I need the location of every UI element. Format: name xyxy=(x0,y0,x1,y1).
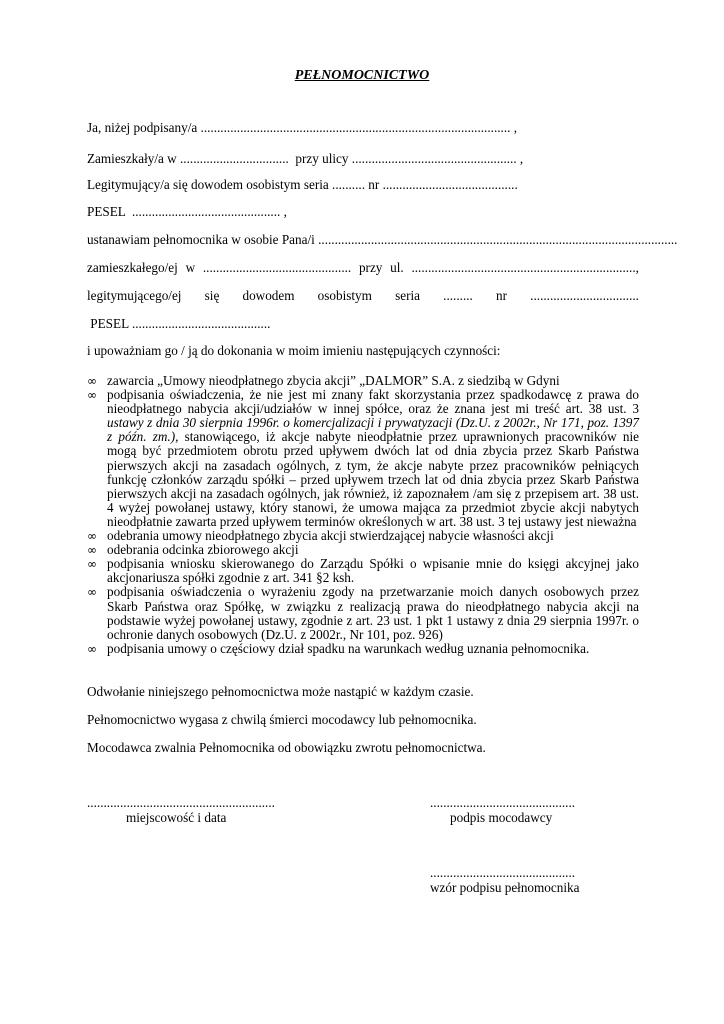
list-item xyxy=(87,388,639,529)
principal-address-line: Zamieszkały/a w ................................. przy ulicy .................................................. , xyxy=(87,151,524,166)
attorney-id-w6: nr xyxy=(496,288,507,303)
place-date-signature-line: ......................................................... xyxy=(87,795,275,810)
principal-id-line: Legitymujący/a się dowodem osobistym seria .......... nr ......................................... xyxy=(87,177,518,192)
attorney-id-w0: legitymującego/ej xyxy=(87,288,182,303)
principal-signature-label: podpis mocodawcy xyxy=(450,810,553,825)
list-item-text: podpisania oświadczenia, że nie jest mi znany fakt skorzystania przez spadkodawcę z prawa do nieodpłatnego nabycia akcji/udziałów w innej spółce, oraz że znana jest mi treść art. 38 ust. 3 xyxy=(107,387,639,417)
attorney-address-w0: zamieszkałego/ej xyxy=(87,260,178,275)
list-item xyxy=(87,585,639,641)
list-item-text-cont: stanowiącego, iż akcje nabyte nieodpłatnie przez uprawnionych pracowników nie mogą być przedmiotem obrotu przed upływem dwóch lat od dnia zbycia przez Skarb Państwa pierwszych akcji na zasadach ogólnych, z tym, że akcje nabyte przez pracowników pełniących funkcję członków zarządu spółki – przed upływem trzech lat od dnia zbycia przez Skarb Państwa pierwszych akcji na zasadach ogólnych, jak również, iż zapoznałem /am się z przepisem art. 38 ust. 4 wyżej powołanej ustawy, który stanowi, że umowa mająca za przedmiot zbycie akcji nabytych nieodpłatnie zawarta przed upływem terminów określonych w art. 38 ust. 3 tej ustawy jest nieważna xyxy=(107,429,639,529)
expiry-clause: Pełnomocnictwo wygasa z chwilą śmierci mocodawcy lub pełnomocnika. xyxy=(87,712,477,727)
principal-name-line: Ja, niżej podpisany/a .............................................................................................. , xyxy=(87,120,518,135)
list-item xyxy=(87,642,639,656)
infinity-bullet-icon: ∞ xyxy=(87,585,97,600)
attorney-address-line xyxy=(87,260,639,276)
list-item-text: odebrania odcinka zbiorowego akcji xyxy=(107,542,299,558)
principal-pesel-line: PESEL ............................................. , xyxy=(87,204,287,219)
list-item-text: odebrania umowy nieodpłatnego zbycia akcji stwierdzającej nabycie własności akcji xyxy=(107,528,554,544)
list-item-text: zawarcia „Umowy nieodpłatnego zbycia akcji” „DALMOR” S.A. z siedzibą w Gdyni xyxy=(107,373,560,388)
authorized-actions-list xyxy=(87,374,639,656)
infinity-bullet-icon: ∞ xyxy=(87,374,97,388)
attorney-address-w4: ul. xyxy=(390,260,404,275)
place-date-label: miejscowość i data xyxy=(126,810,227,825)
revocation-clause: Odwołanie niniejszego pełnomocnictwa może nastąpić w każdym czasie. xyxy=(87,684,474,699)
list-item-text: podpisania umowy o częściowy dział spadku na warunkach według uznania pełnomocnika. xyxy=(107,640,590,656)
attorney-address-w1: w xyxy=(185,260,196,275)
list-item xyxy=(87,557,639,585)
attorney-signature-label: wzór podpisu pełnomocnika xyxy=(430,880,580,895)
document-title: PEŁNOMOCNICTWO xyxy=(294,68,430,83)
list-item xyxy=(87,543,639,557)
list-item xyxy=(87,529,639,543)
release-clause: Mocodawca zwalnia Pełnomocnika od obowiązku zwrotu pełnomocnictwa. xyxy=(87,740,486,755)
infinity-bullet-icon: ∞ xyxy=(87,388,97,403)
attorney-signature-line: ............................................ xyxy=(430,865,576,880)
attorney-id-w2: dowodem xyxy=(242,288,295,303)
infinity-bullet-icon: ∞ xyxy=(87,543,97,558)
list-item-text: podpisania oświadczenia o wyrażeniu zgody na przetwarzanie moich danych osobowych przez Skarb Państwa oraz Spółkę, w związku z realizacją prawa do nieodpłatnego nabycia akcji na podstawie wyżej powołanej ustawy, zgodnie z art. 23 ust. 1 pkt 1 ustawy z dnia 29 sierpnia 1997r. o ochronie danych osobowych (Dz.U. z 2002r., Nr 101, poz. 926) xyxy=(107,584,639,642)
attorney-address-w3: przy xyxy=(358,260,383,275)
infinity-bullet-icon: ∞ xyxy=(87,641,97,656)
attorney-name-line: ustanawiam pełnomocnika w osobie Pana/i ............................................................................................................. xyxy=(87,232,678,247)
principal-signature-line: ............................................ xyxy=(430,795,576,810)
attorney-id-w3: osobistym xyxy=(317,288,372,303)
infinity-bullet-icon: ∞ xyxy=(87,557,97,572)
list-item-citation: ustawy z dnia 30 sierpnia 1996r. o komercjalizacji i prywatyzacji (Dz.U. z 2002r., Nr 171, poz. 1397 z późn. zm.), xyxy=(107,415,639,445)
attorney-address-w5: ...................................................................., xyxy=(411,260,639,275)
attorney-address-w2: ............................................. xyxy=(202,260,352,275)
list-item xyxy=(87,374,639,388)
attorney-id-line xyxy=(87,288,639,304)
attorney-pesel-line: PESEL .......................................... xyxy=(87,316,271,331)
attorney-id-w7: ................................. xyxy=(530,288,639,303)
infinity-bullet-icon: ∞ xyxy=(87,529,97,544)
attorney-id-w5: ......... xyxy=(443,288,473,303)
attorney-id-w1: się xyxy=(204,288,220,303)
list-item-text: podpisania wniosku skierowanego do Zarządu Spółki o wpisanie mnie do księgi akcyjnej jako akcjonariusza spółki zgodnie z art. 341 §2 ksh. xyxy=(107,556,639,586)
attorney-id-w4: seria xyxy=(395,288,420,303)
authorization-intro: i upoważniam go / ją do dokonania w moim imieniu następujących czynności: xyxy=(87,343,501,358)
